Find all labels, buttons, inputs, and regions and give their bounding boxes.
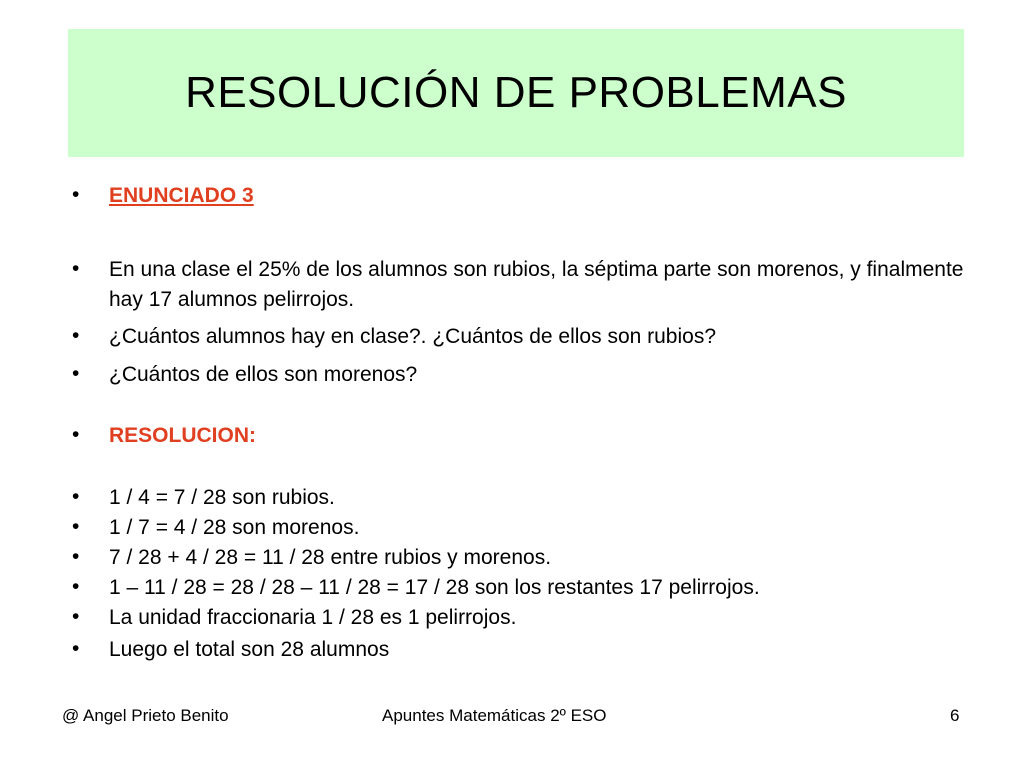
step-line: 7 / 28 + 4 / 28 = 11 / 28 entre rubios y morenos. bbox=[109, 546, 552, 569]
problem-line: ¿Cuántos alumnos hay en clase?. ¿Cuántos de ellos son rubios? bbox=[109, 325, 717, 348]
footer-author: @ Angel Prieto Benito bbox=[62, 706, 229, 725]
step-line: 1 / 7 = 4 / 28 son morenos. bbox=[109, 516, 360, 539]
bullet: • bbox=[72, 515, 80, 538]
bullet: • bbox=[72, 362, 80, 385]
footer-course: Apuntes Matemáticas 2º ESO bbox=[382, 706, 607, 725]
step-line: 1 – 11 / 28 = 28 / 28 – 11 / 28 = 17 / 28 son los restantes 17 pelirrojos. bbox=[109, 576, 760, 599]
bullet: • bbox=[72, 605, 80, 628]
bullet: • bbox=[72, 324, 80, 347]
bullet: • bbox=[72, 545, 80, 568]
step-line: 1 / 4 = 7 / 28 son rubios. bbox=[109, 486, 335, 509]
step-line: La unidad fraccionaria 1 / 28 es 1 pelirrojos. bbox=[109, 606, 517, 629]
enunciado-heading: ENUNCIADO 3 bbox=[109, 184, 254, 207]
bullet: • bbox=[72, 423, 80, 446]
footer-page-number: 6 bbox=[950, 706, 960, 725]
bullet: • bbox=[72, 575, 80, 598]
bullet: • bbox=[72, 485, 80, 508]
bullet: • bbox=[72, 257, 80, 280]
bullet: • bbox=[72, 183, 80, 206]
resolucion-heading: RESOLUCION: bbox=[109, 424, 256, 447]
step-line: Luego el total son 28 alumnos bbox=[109, 638, 390, 661]
bullet: • bbox=[72, 637, 80, 660]
problem-line: ¿Cuántos de ellos son morenos? bbox=[109, 363, 418, 386]
slide-title: RESOLUCIÓN DE PROBLEMAS bbox=[185, 68, 847, 117]
title-banner bbox=[68, 29, 964, 157]
problem-line: En una clase el 25% de los alumnos son rubios, la séptima parte son morenos, y finalmente hay 17 alumnos pelirrojos. bbox=[109, 258, 964, 311]
